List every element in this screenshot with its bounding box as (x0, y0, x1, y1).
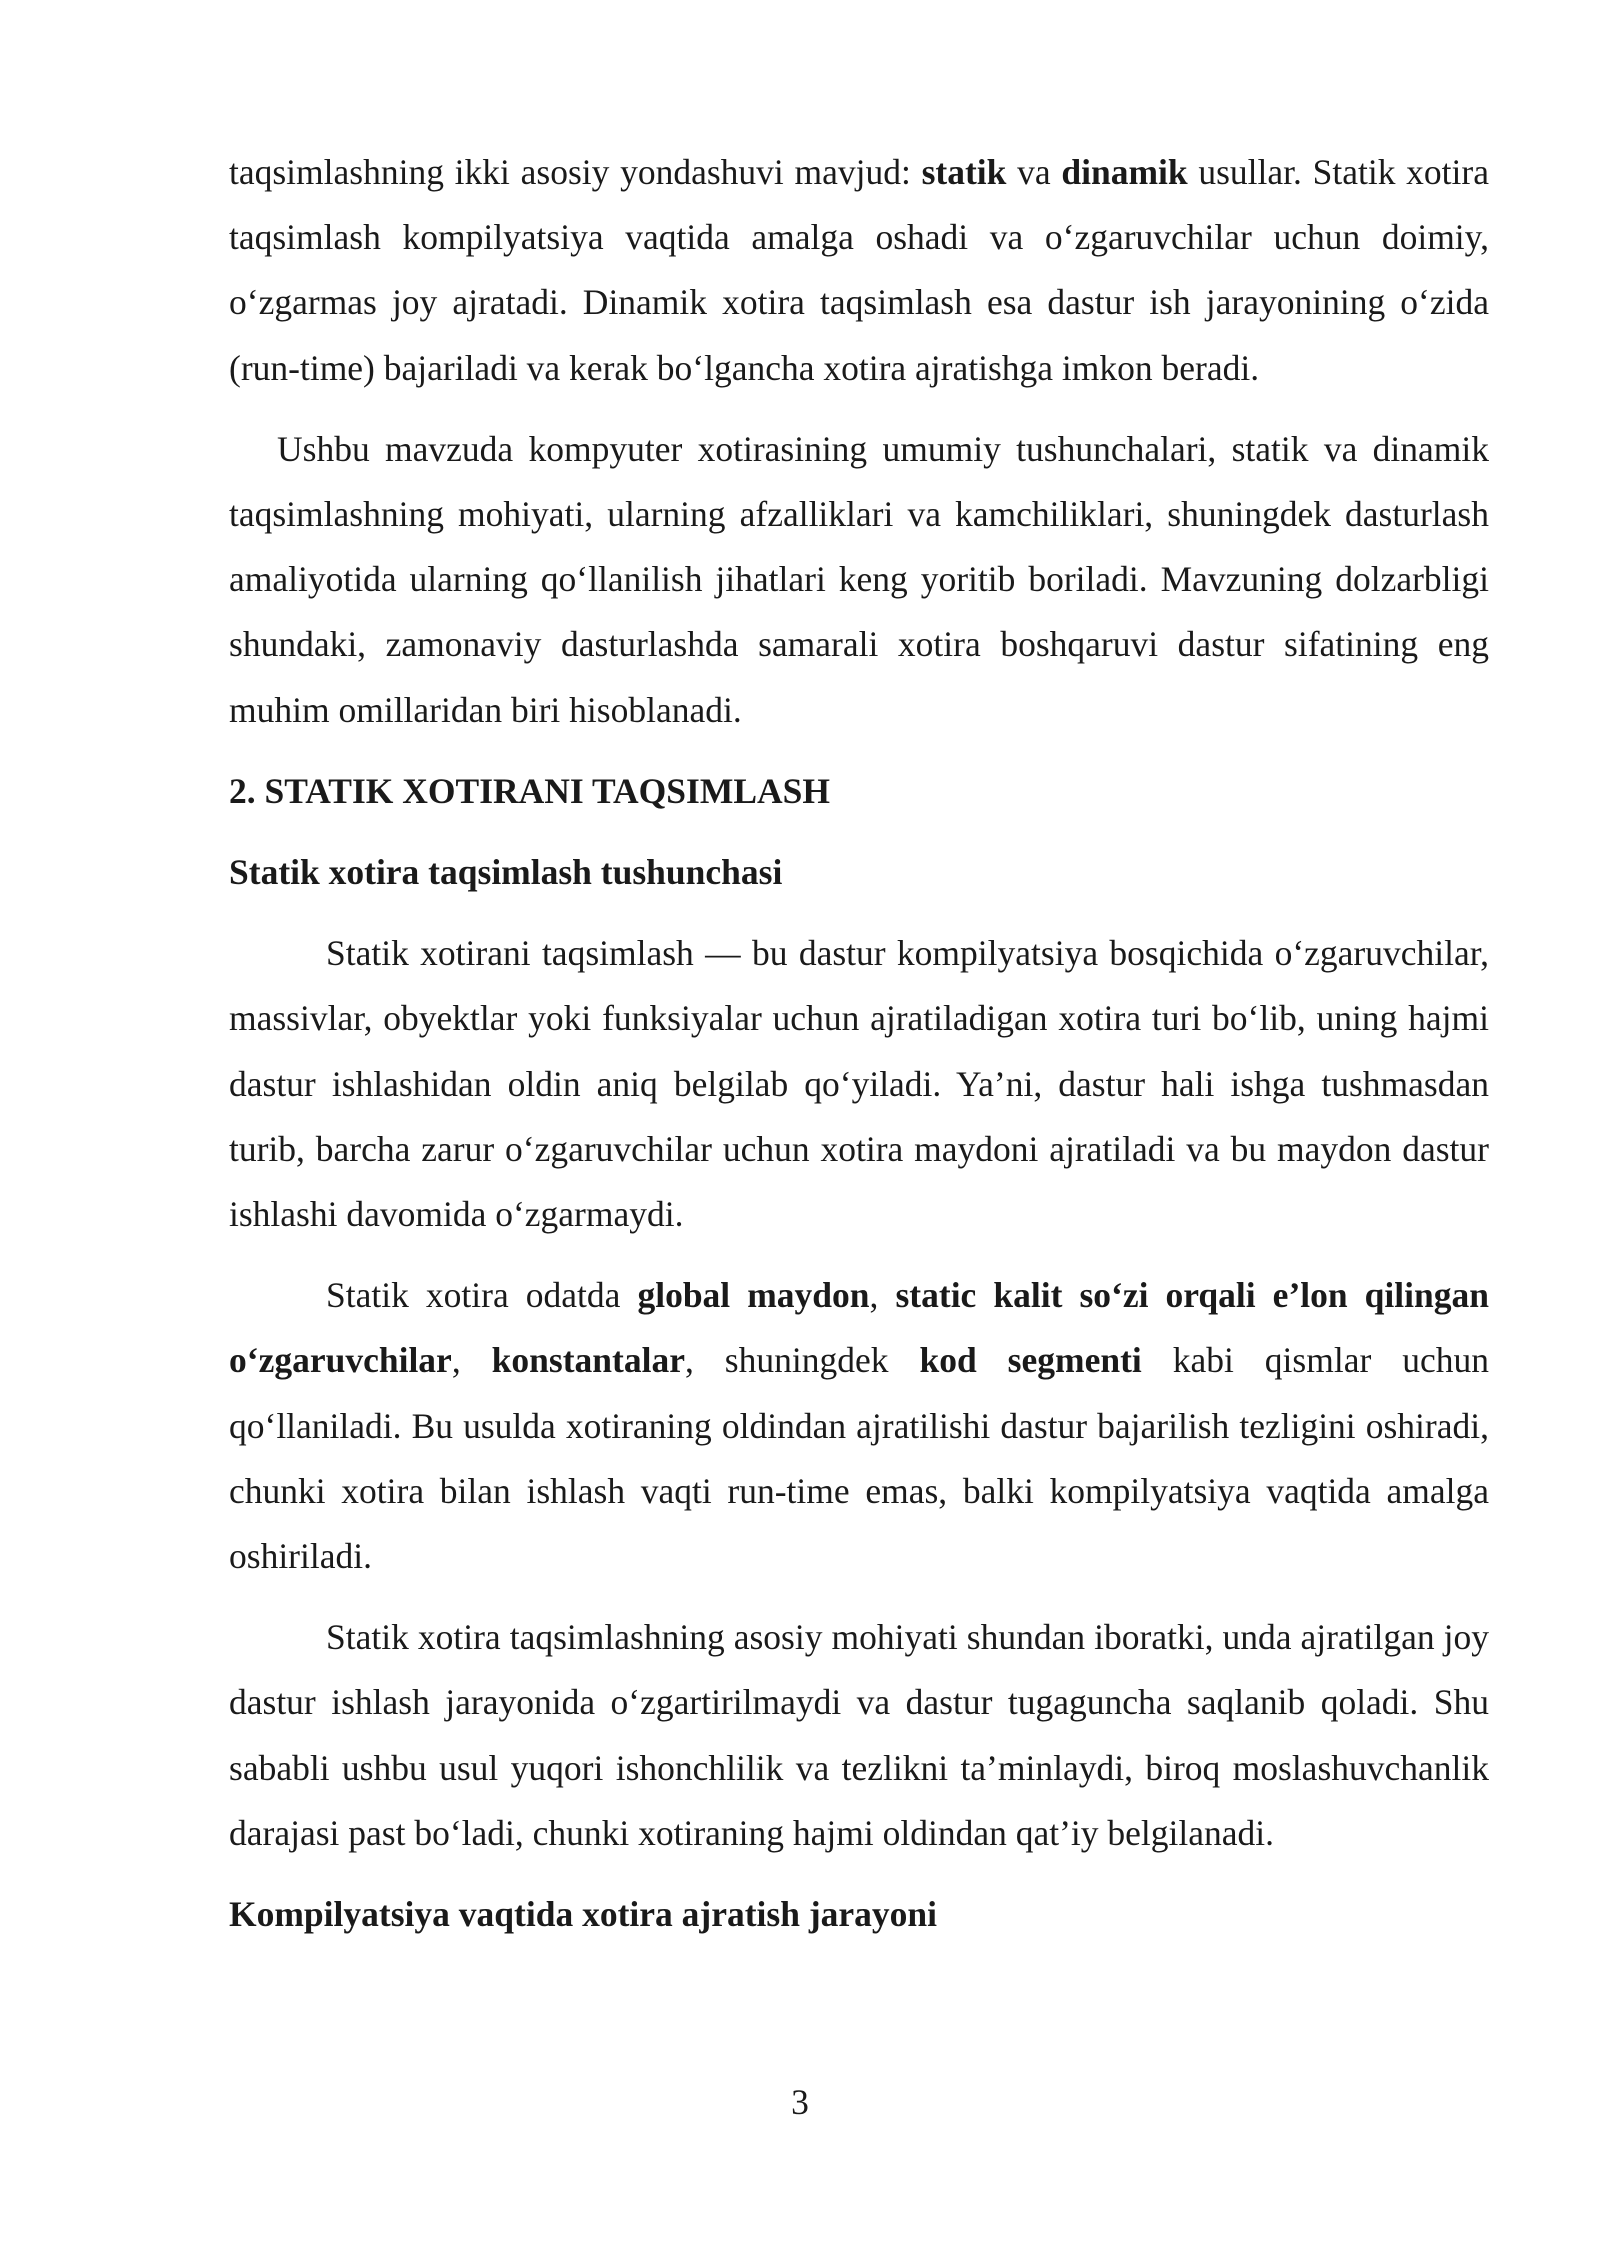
essence-paragraph: Statik xotira taqsimlashning asosiy mohiyati shundan iboratki, unda ajratilgan joy dastur ishlash jarayonida o‘zgartirilmaydi va dastur tugaguncha saqlanib qoladi. Shu sababli ushbu usul yuqori ishonchlilik va tezlikni ta’minlaydi, biroq moslashuvchanlik darajasi past bo‘ladi, chunki xotiraning hajmi oldindan qat’iy belgilanadi. (229, 1617, 1489, 1853)
subheading-compile-time: Kompilyatsiya vaqtida xotira ajratish jarayoni (229, 1894, 938, 1935)
text-run: , (451, 1340, 492, 1381)
bold-term-global: global maydon (637, 1275, 870, 1316)
intro-paragraph (229, 140, 1489, 401)
bold-term-code-segment: kod segmenti (919, 1340, 1142, 1381)
bold-term-statik: statik (921, 152, 1007, 192)
document-page (229, 140, 1489, 1963)
text-run: usullar. Statik xotira taqsimlash kompilyatsiya vaqtida amalga oshadi va o‘zgaruvchilar uchun doimiy, o‘zgarmas joy ajratadi. Dinamik xotira taqsimlash esa dastur ish jarayonining o‘zida (run-time) bajariladi va kerak bo‘lgancha xotira ajratishga imkon beradi. (229, 152, 1489, 388)
bold-term-dinamik: dinamik (1061, 152, 1188, 192)
text-run: , shuningdek (684, 1340, 920, 1381)
page-number: 3 (791, 2082, 809, 2122)
subheading-concept: Statik xotira taqsimlash tushunchasi (229, 852, 783, 893)
bold-term-constants: konstantalar (491, 1340, 685, 1381)
text-run: , (869, 1275, 896, 1316)
definition-paragraph: Statik xotirani taqsimlash — bu dastur kompilyatsiya bosqichida o‘zgaruvchilar, massivlar, obyektlar yoki funksiyalar uchun ajratiladigan xotira turi bo‘lib, uning hajmi dastur ishlashidan oldin aniq belgilab qo‘yiladi. Ya’ni, dastur hali ishga tushmasdan turib, barcha zarur o‘zgaruvchilar uchun xotira maydoni ajratiladi va bu maydon dastur ishlashi davomida o‘zgarmaydi. (229, 933, 1489, 1235)
bold-term-static-keyword: static kalit so‘zi orqali e’lon qilingan o‘zgaruvchilar (229, 1275, 1489, 1381)
topic-overview-paragraph: Ushbu mavzuda kompyuter xotirasining umumiy tushunchalari, statik va dinamik taqsimlashning mohiyati, ularning afzalliklari va kamchiliklari, shuningdek dasturlash amaliyotida ularning qo‘llanilish jihatlari keng yoritib boriladi. Mavzuning dolzarbligi shundaki, zamonaviy dasturlashda samarali xotira boshqaruvi dastur sifatining eng muhim omillaridan biri hisoblanadi. (229, 428, 1489, 730)
text-run: taqsimlashning ikki asosiy yondashuvi mavjud: (229, 152, 922, 192)
text-run: Statik xotira odatda (326, 1275, 638, 1316)
section-heading: 2. STATIK XOTIRANI TAQSIMLASH (229, 770, 831, 811)
usage-paragraph (229, 1263, 1489, 1589)
text-run: kabi qismlar uchun qo‘llaniladi. Bu usulda xotiraning oldindan ajratilishi dastur bajarilish tezligini oshiradi, chunki xotira bilan ishlash vaqti run-time emas, balki kompilyatsiya vaqtida amalga oshiriladi. (229, 1340, 1490, 1577)
text-run: va (1006, 152, 1062, 192)
